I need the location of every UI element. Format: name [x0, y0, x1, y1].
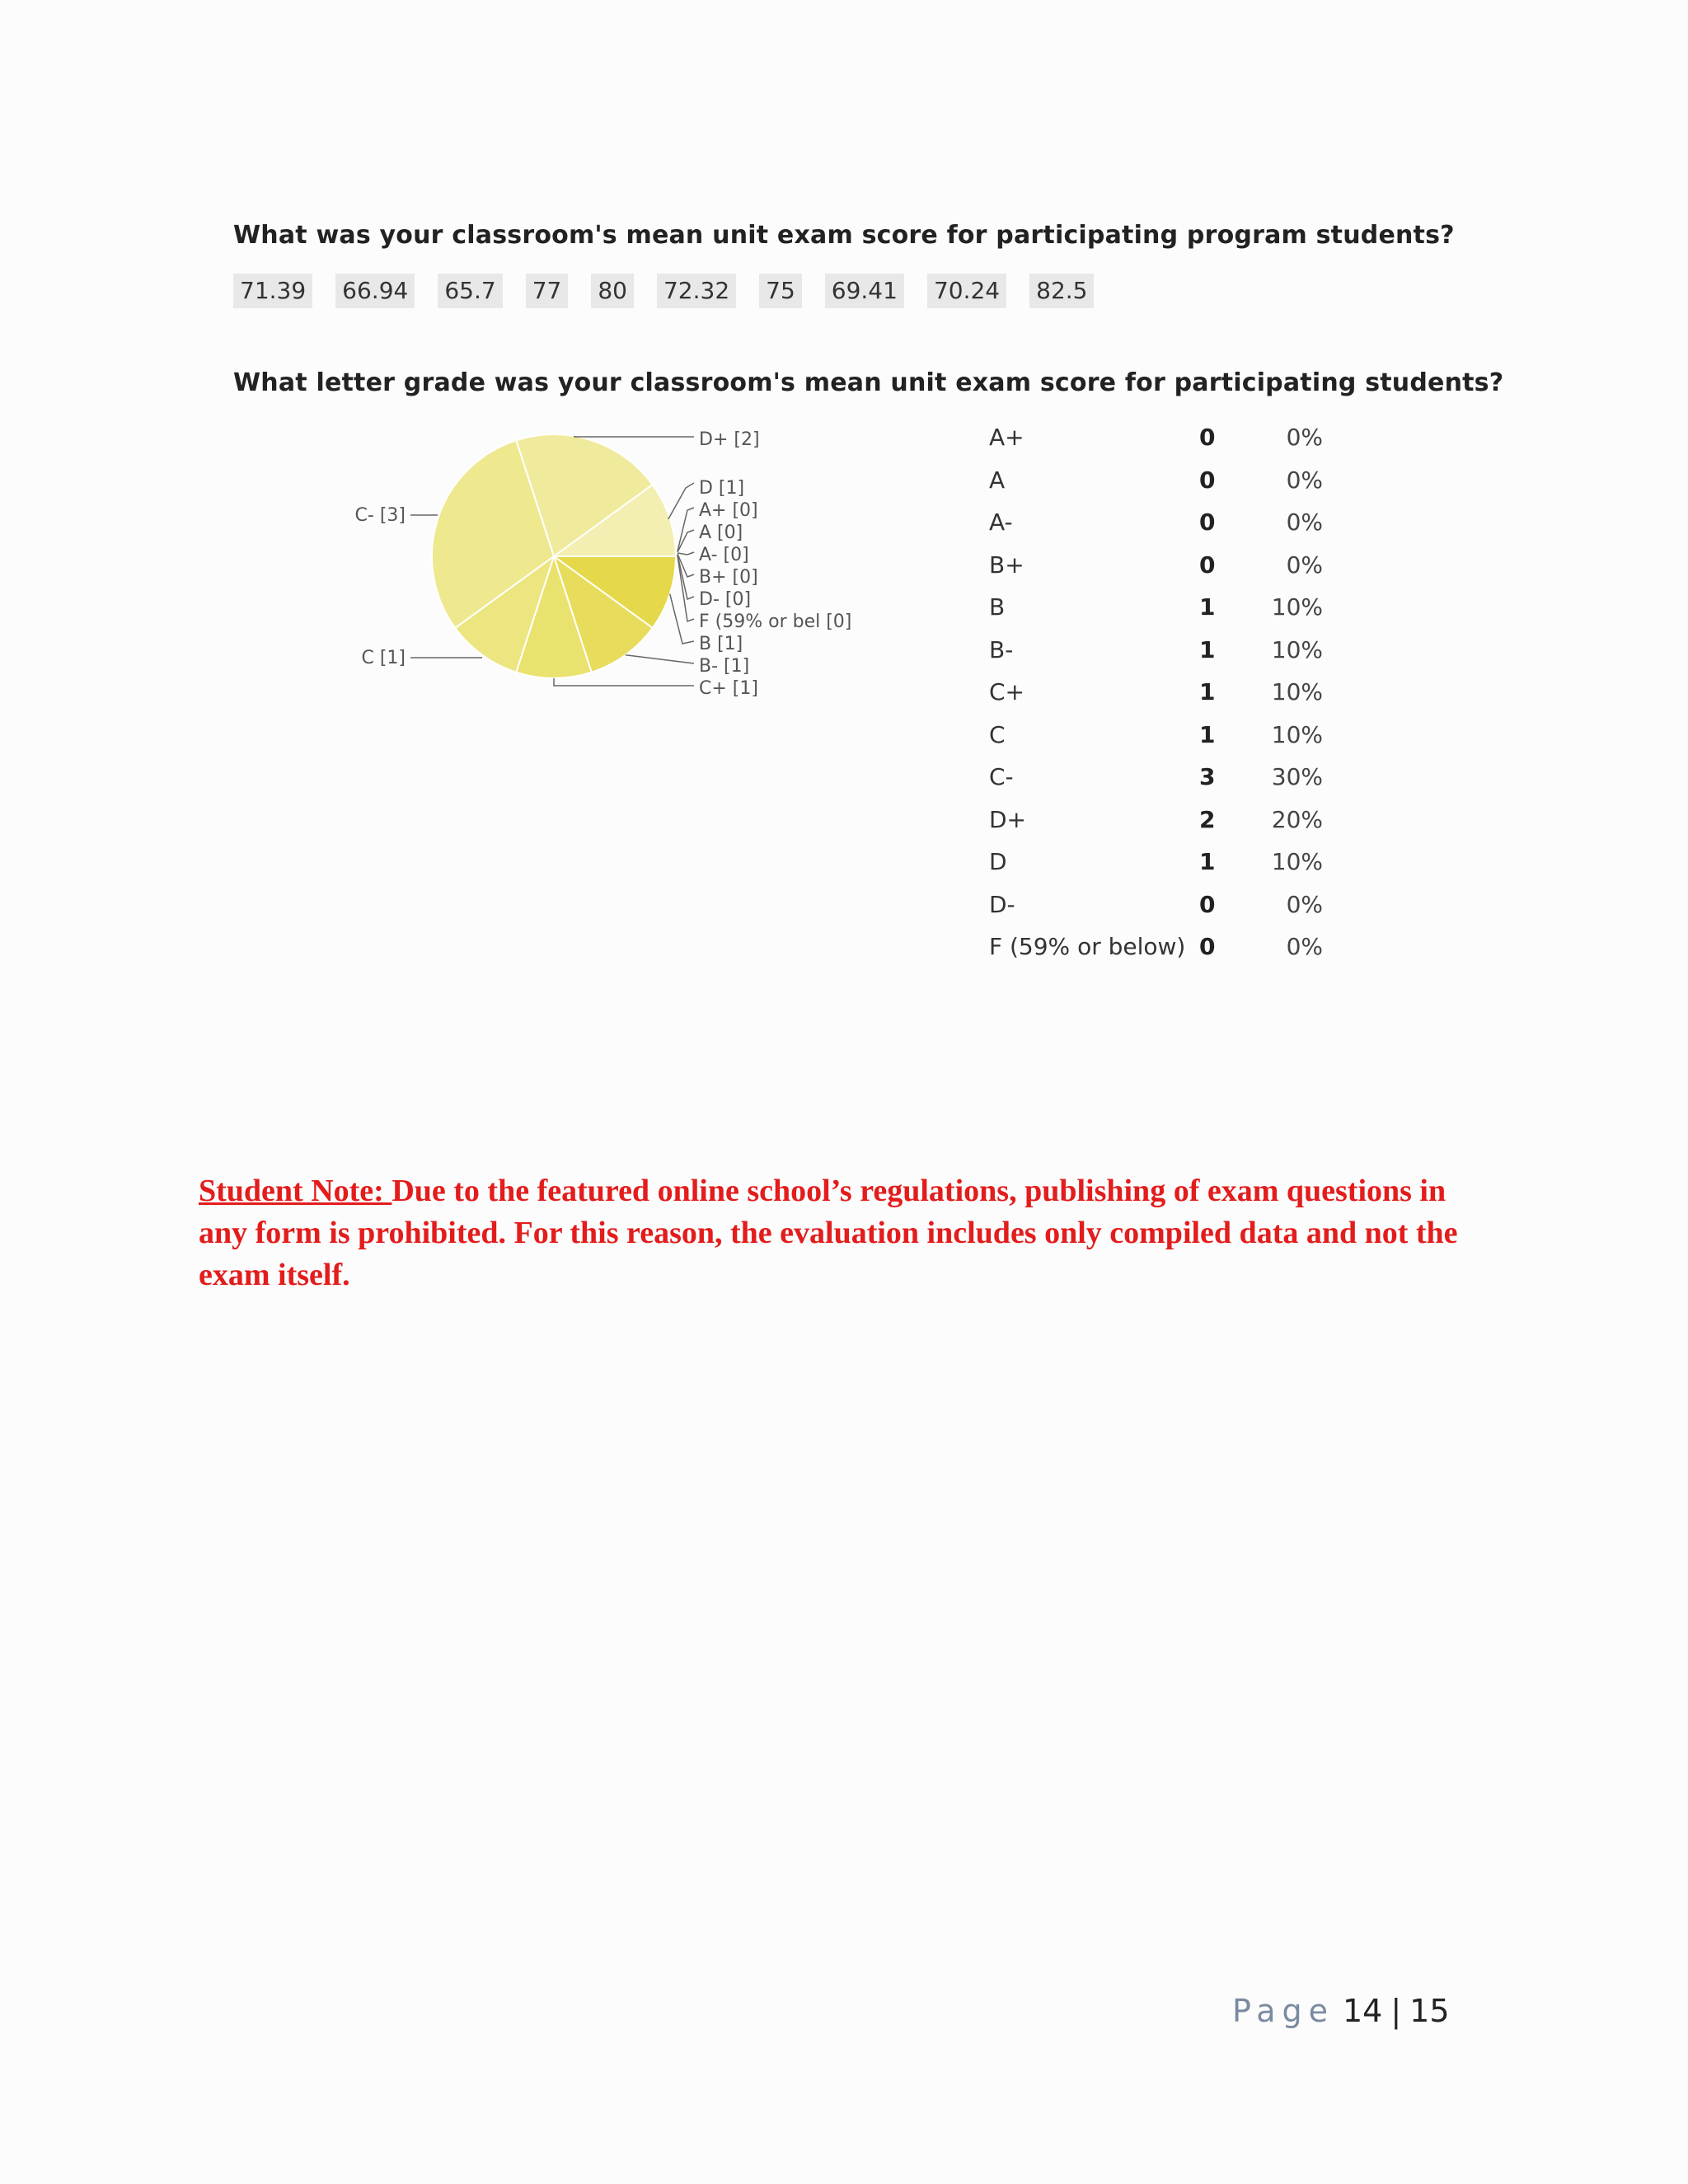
- pie-label: D- [0]: [699, 589, 752, 610]
- student-note-lead: Student Note:: [199, 1174, 392, 1208]
- grade-cell: B-: [989, 635, 1014, 663]
- pie-label: C+ [1]: [699, 678, 758, 699]
- leader-line: [626, 655, 694, 663]
- score-chip: 72.32: [657, 274, 736, 308]
- leader-line: [678, 552, 694, 555]
- count-cell: 2: [1199, 805, 1216, 833]
- table-row: [989, 459, 1323, 502]
- score-list: [233, 274, 1094, 308]
- student-note: [199, 1170, 1493, 1296]
- leader-line: [670, 594, 694, 644]
- grade-cell: D: [989, 848, 1007, 876]
- count-cell: 1: [1199, 720, 1216, 748]
- table-row: [989, 629, 1323, 672]
- count-cell: 0: [1199, 933, 1216, 961]
- grade-cell: F (59% or below): [989, 933, 1186, 961]
- page-current: 14: [1343, 1993, 1383, 2029]
- table-row: [989, 586, 1323, 629]
- pie-label: B+ [0]: [699, 567, 758, 588]
- score-chip: 65.7: [438, 274, 502, 308]
- page-total: 15: [1409, 1993, 1450, 2029]
- count-cell: 1: [1199, 848, 1216, 876]
- score-chip: 71.39: [233, 274, 312, 308]
- page-word: Page: [1232, 1993, 1334, 2029]
- page-footer: [1232, 1993, 1450, 2029]
- grade-cell: C+: [989, 678, 1025, 706]
- leader-line: [678, 555, 694, 599]
- score-chip: 69.41: [825, 274, 904, 308]
- score-chip: 82.5: [1029, 274, 1094, 308]
- count-cell: 0: [1199, 424, 1216, 452]
- table-row: [989, 416, 1323, 459]
- pie-svg: [330, 416, 874, 705]
- percent-cell: 10%: [1271, 678, 1323, 706]
- count-cell: 1: [1199, 593, 1216, 621]
- leader-line: [574, 436, 694, 437]
- percent-cell: 0%: [1286, 933, 1323, 961]
- score-chip: 80: [591, 274, 634, 308]
- grade-cell: C: [989, 720, 1006, 748]
- pie-label: C- [3]: [354, 505, 406, 526]
- count-cell: 0: [1199, 509, 1216, 537]
- pie-label: B [1]: [699, 634, 743, 654]
- percent-cell: 0%: [1286, 424, 1323, 452]
- question-1-title: What was your classroom's mean unit exam score for participating program students?: [233, 221, 1455, 250]
- pie-label: D+ [2]: [699, 429, 760, 450]
- grade-cell: B+: [989, 551, 1025, 579]
- leader-line: [554, 678, 694, 686]
- table-row: [989, 883, 1323, 926]
- count-cell: 0: [1199, 890, 1216, 918]
- pie-label: A+ [0]: [699, 500, 758, 521]
- score-chip: 75: [759, 274, 802, 308]
- table-row: [989, 841, 1323, 883]
- count-cell: 0: [1199, 466, 1216, 494]
- pie-label: F (59% or bel [0]: [699, 612, 852, 632]
- leader-line: [678, 508, 694, 551]
- count-cell: 1: [1199, 678, 1216, 706]
- score-chip: 77: [526, 274, 569, 308]
- pie-label: D [1]: [699, 478, 745, 499]
- leader-line: [668, 483, 694, 519]
- grade-cell: A+: [989, 424, 1025, 452]
- grade-cell: A-: [989, 509, 1013, 537]
- score-chip: 70.24: [927, 274, 1006, 308]
- grade-cell: D-: [989, 890, 1015, 918]
- grade-cell: B: [989, 593, 1006, 621]
- percent-cell: 0%: [1286, 466, 1323, 494]
- table-row: [989, 926, 1323, 968]
- percent-cell: 10%: [1271, 720, 1323, 748]
- table-row: [989, 501, 1323, 544]
- percent-cell: 0%: [1286, 890, 1323, 918]
- score-chip: 66.94: [335, 274, 415, 308]
- percent-cell: 30%: [1271, 763, 1323, 791]
- percent-cell: 10%: [1271, 593, 1323, 621]
- table-row: [989, 799, 1323, 841]
- percent-cell: 20%: [1271, 805, 1323, 833]
- pie-slices: [432, 434, 676, 678]
- table-row: [989, 544, 1323, 587]
- grade-table: [989, 416, 1323, 968]
- count-cell: 1: [1199, 635, 1216, 663]
- question-2-title: What letter grade was your classroom's mean unit exam score for participating students?: [233, 368, 1504, 397]
- percent-cell: 0%: [1286, 551, 1323, 579]
- pie-label: C [1]: [361, 648, 406, 668]
- percent-cell: 10%: [1271, 635, 1323, 663]
- student-note-body: Due to the featured online school’s regulations, publishing of exam questions in any form is prohibited. For this reason, the evaluation includes only compiled data and not the exam itself.: [199, 1174, 1458, 1292]
- count-cell: 0: [1199, 551, 1216, 579]
- table-row: [989, 714, 1323, 757]
- pie-label: A [0]: [699, 523, 743, 543]
- page-separator: |: [1390, 1993, 1402, 2029]
- pie-label: A- [0]: [699, 545, 749, 565]
- grade-pie-chart: [330, 416, 874, 705]
- pie-label: B- [1]: [699, 656, 750, 677]
- table-row: [989, 756, 1323, 799]
- grade-cell: D+: [989, 805, 1027, 833]
- count-cell: 3: [1199, 763, 1216, 791]
- percent-cell: 0%: [1286, 509, 1323, 537]
- percent-cell: 10%: [1271, 848, 1323, 876]
- table-row: [989, 671, 1323, 714]
- grade-cell: A: [989, 466, 1006, 494]
- grade-cell: C-: [989, 763, 1014, 791]
